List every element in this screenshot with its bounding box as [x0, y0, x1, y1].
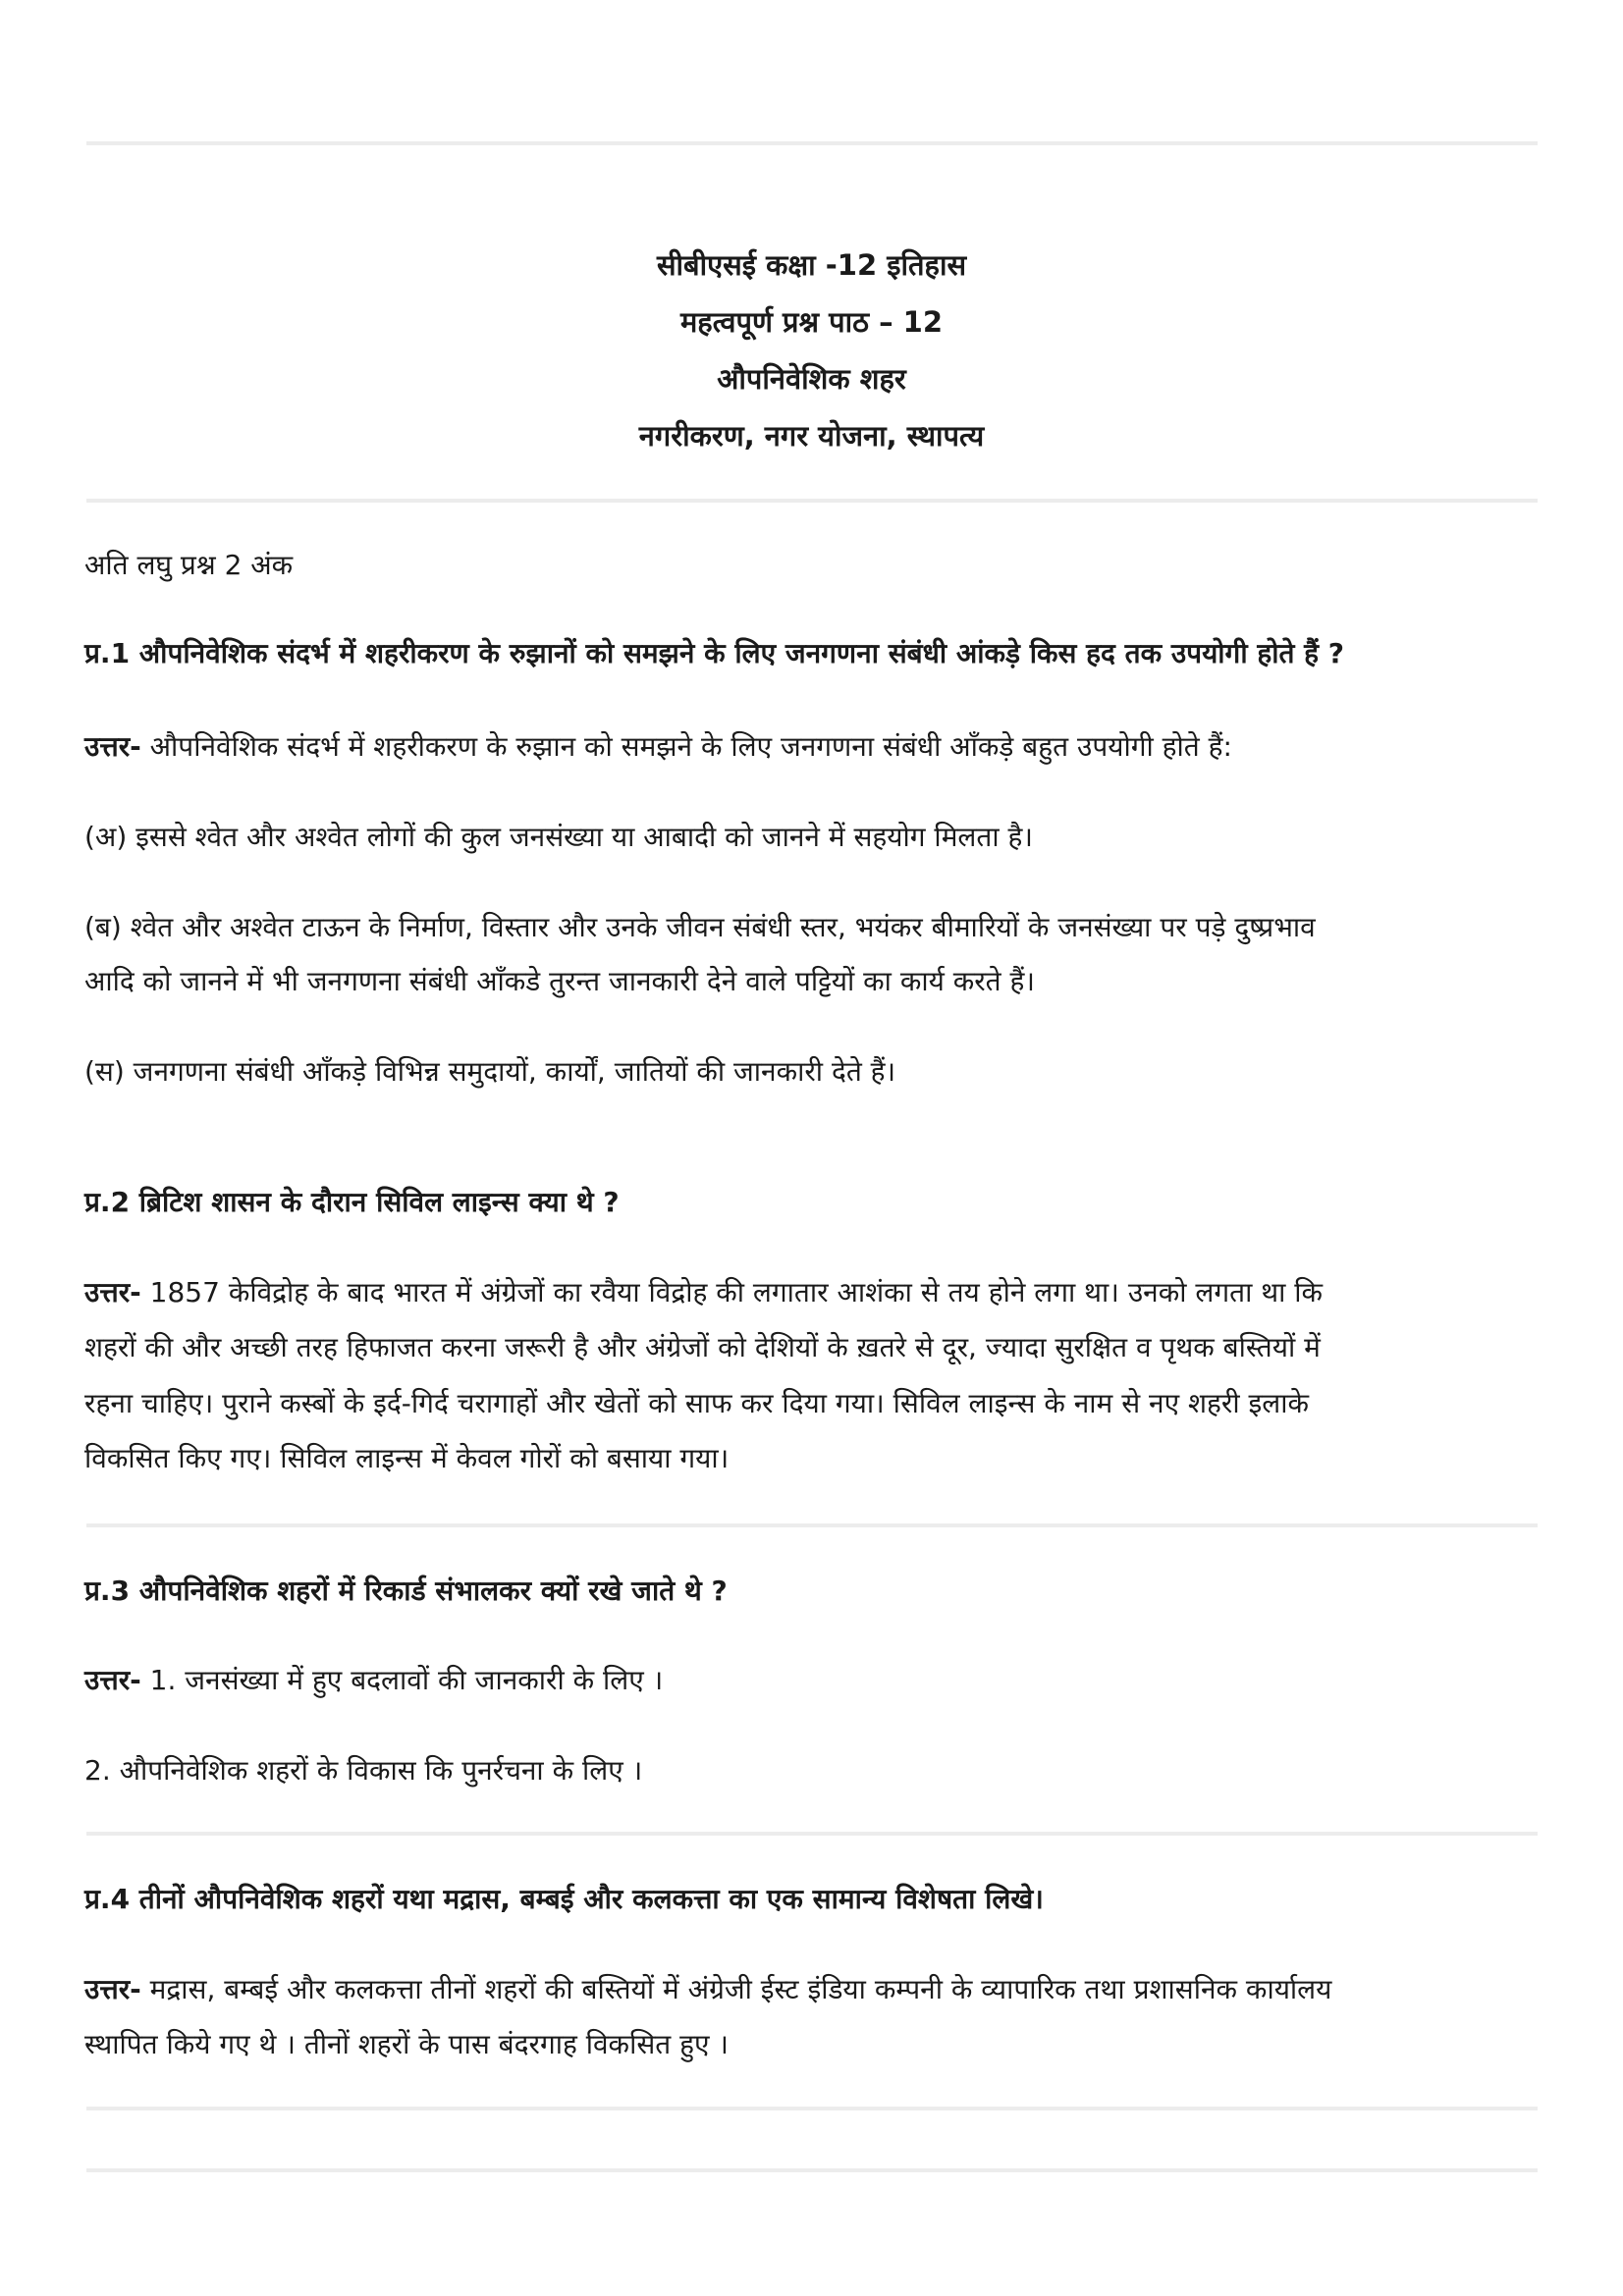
- answer-2-line-2: शहरों की और अच्छी तरह हिफाजत करना जरूरी है और अंग्रेजों को देशियों के ख़तरे से दूर, ज्यादा सुरक्षित व पृथक बस्तियों में: [84, 1331, 1321, 1363]
- answer-1-text: औपनिवेशिक संदर्भ में शहरीकरण के रुझान को समझने के लिए जनगणना संबंधी आँकड़े बहुत उपयोगी होते हैं:: [140, 730, 1232, 763]
- section-heading: अति लघु प्रश्न 2 अंक: [84, 549, 294, 581]
- answer-3-text: 1. जनसंख्या में हुए बदलावों की जानकारी के लिए ।: [140, 1664, 664, 1696]
- answer-label: उत्तर-: [84, 1664, 141, 1696]
- title-line-1: सीबीएसई कक्षा -12 इतिहास: [656, 248, 967, 282]
- question-4: प्र.4 तीनों औपनिवेशिक शहरों यथा मद्रास, बम्बई और कलकत्ता का एक सामान्य विशेषता लिखे।: [84, 1883, 1044, 1915]
- answer-2-line-4: विकसित किए गए। सिविल लाइन्स में केवल गोरों को बसाया गया।: [84, 1442, 730, 1474]
- answer-2-line-3: रहना चाहिए। पुराने कस्बों के इर्द-गिर्द चरागाहों और खेतों को साफ कर दिया गया। सिविल लाइन्स के नाम से नए शहरी इलाके: [84, 1387, 1309, 1419]
- answer-label: उत्तर-: [84, 1276, 141, 1308]
- answer-4-line-2: स्थापित किये गए थे । तीनों शहरों के पास बंदरगाह विकसित हुए ।: [84, 2028, 729, 2060]
- answer-label: उत्तर-: [84, 1973, 141, 2005]
- question-1: प्र.1 औपनिवेशिक संदर्भ में शहरीकरण के रुझानों को समझने के लिए जनगणना संबंधी आंकड़े किस हद तक उपयोगी होते हैं ?: [84, 637, 1345, 669]
- answer-1-point-c: (स) जनगणना संबंधी आँकड़े विभिन्न समुदायों, कार्यों, जातियों की जानकारी देते हैं।: [84, 1055, 896, 1088]
- title-divider: [86, 499, 1538, 503]
- q3-divider: [86, 1832, 1538, 1836]
- title-line-2: महत्वपूर्ण प्रश्न पाठ – 12: [679, 305, 944, 339]
- answer-1-point-b-line-2: आदि को जानने में भी जनगणना संबंधी आँकडे तुरन्त जानकारी देने वाले पट्टियों का कार्य करते हैं।: [84, 965, 1036, 997]
- top-divider: [86, 141, 1538, 145]
- bottom-divider: [86, 2168, 1538, 2172]
- answer-2-text: 1857 केविद्रोह के बाद भारत में अंग्रेजों का रवैया विद्रोह की लगातार आशंका से तय होने लगा था। उनको लगता था कि: [140, 1276, 1324, 1308]
- title-line-3: औपनिवेशिक शहर: [717, 362, 906, 396]
- answer-4-text: मद्रास, बम्बई और कलकत्ता तीनों शहरों की बस्तियों में अंग्रेजी ईस्ट इंडिया कम्पनी के व्यापारिक तथा प्रशासनिक कार्यालय: [140, 1973, 1332, 2005]
- document-title: [0, 237, 1623, 464]
- answer-4-line-1: [84, 1970, 1538, 2007]
- answer-1-point-a: (अ) इससे श्वेत और अश्वेत लोगों की कुल जनसंख्या या आबादी को जानने में सहयोग मिलता है।: [84, 821, 1034, 853]
- question-3: प्र.3 औपनिवेशिक शहरों में रिकार्ड संभालकर क्यों रखे जाते थे ?: [84, 1575, 728, 1607]
- answer-label: उत्तर-: [84, 730, 141, 763]
- q4-divider: [86, 2107, 1538, 2110]
- answer-2-line-1: [84, 1273, 1538, 1310]
- title-line-4: नगरीकरण, नगर योजना, स्थापत्य: [638, 419, 985, 453]
- answer-1-point-b-line-1: (ब) श्वेत और अश्वेत टाऊन के निर्माण, विस्तार और उनके जीवन संबंधी स्तर, भयंकर बीमारियों के जनसंख्या पर पड़े दुष्प्रभाव: [84, 911, 1316, 943]
- answer-3-line-1: [84, 1661, 1538, 1698]
- q2-divider: [86, 1523, 1538, 1527]
- answer-1-intro: [84, 727, 1538, 765]
- answer-3-line-2: 2. औपनिवेशिक शहरों के विकास कि पुनर्रचना के लिए ।: [84, 1754, 643, 1787]
- question-2: प्र.2 ब्रिटिश शासन के दौरान सिविल लाइन्स क्या थे ?: [84, 1186, 620, 1218]
